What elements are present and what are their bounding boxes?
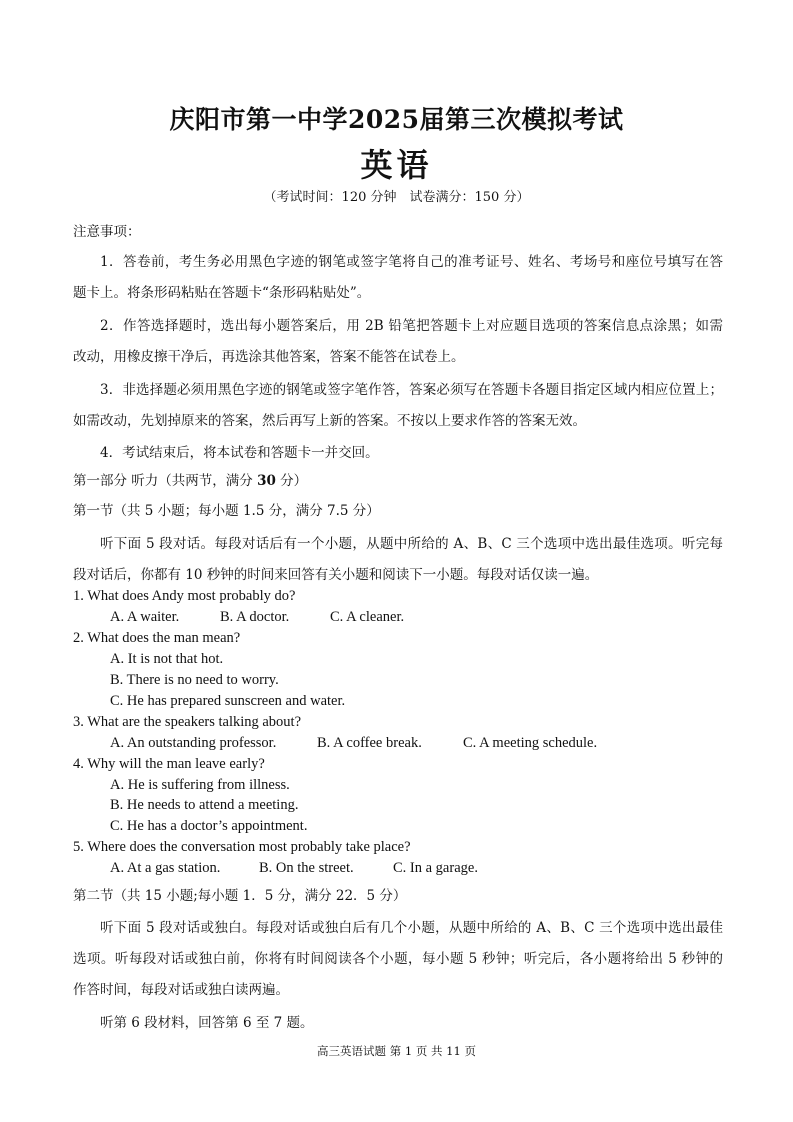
question-1-options — [110, 609, 404, 626]
question-4-option-c: C. He has a doctor’s appointment. — [110, 818, 308, 834]
question-2-option-c: C. He has prepared sunscreen and water. — [110, 693, 346, 709]
option-a: A. An outstanding professor. — [110, 735, 277, 751]
question-2-option-b: B. There is no need to worry. — [110, 672, 279, 688]
notice-item-2-line1: 2．作答选择题时，选出每小题答案后，用 2B 铅笔把答题卡上对应题目选项的答案信息点涂黑；如需 — [100, 318, 723, 334]
notice-item-1-line1: 1．答卷前，考生务必用黑色字迹的钢笔或签字笔将自己的准考证号、姓名、考场号和座位号填写在答 — [100, 254, 723, 270]
option-c: C. In a garage. — [393, 860, 478, 876]
question-3: 3. What are the speakers talking about? — [73, 714, 302, 730]
section2-instruction-line3: 作答时间，每段对话或独白读两遍。 — [73, 982, 289, 998]
section2-instruction-line2: 选项。听每段对话或独白前，你将有时间阅读各个小题，每小题 5 秒钟；听完后，各小题将给出 5 秒钟的 — [73, 951, 723, 967]
section1-instruction-line1: 听下面 5 段对话。每段对话后有一个小题，从题中所给的 A、B、C 三个选项中选出最佳选项。听完每 — [100, 536, 723, 552]
material-note: 听第 6 段材料，回答第 6 至 7 题。 — [100, 1015, 314, 1031]
question-2: 2. What does the man mean? — [73, 630, 241, 646]
question-1: 1. What does Andy most probably do? — [73, 588, 296, 604]
part1-heading: 第一部分 听力（共两节，满分 30 分） — [73, 473, 308, 489]
page-total: 11 — [446, 1044, 461, 1058]
subject-title: 英语 — [360, 146, 433, 184]
notice-item-3-line1: 3．非选择题必须用黑色字迹的钢笔或签字笔作答，答案必须写在答题卡各题目指定区域内相应位置上； — [100, 382, 723, 398]
question-4-option-b: B. He needs to attend a meeting. — [110, 797, 299, 813]
notice-item-2-line2: 改动，用橡皮擦干净后，再选涂其他答案，答案不能答在试卷上。 — [73, 349, 465, 365]
question-5: 5. Where does the conversation most probably take place? — [73, 839, 411, 855]
section2-instruction-line1: 听下面 5 段对话或独白。每段对话或独白后有几个小题，从题中所给的 A、B、C 三个选项中选出最佳 — [100, 920, 723, 936]
option-b: B. A coffee break. — [317, 735, 422, 751]
question-4: 4. Why will the man leave early? — [73, 756, 265, 772]
part1-score: 30 — [257, 473, 276, 489]
section1-instruction-line2: 段对话后，你都有 10 秒钟的时间来回答有关小题和阅读下一小题。每段对话仅读一遍。 — [73, 567, 599, 583]
option-b: B. On the street. — [259, 860, 354, 876]
page-footer: 高三英语试题 第 1 页 共 11 页 — [317, 1044, 476, 1058]
exam-title: 庆阳市第一中学2025届第三次模拟考试 — [169, 105, 624, 134]
notice-item-1-line2: 题卡上。将条形码粘贴在答题卡“条形码粘贴处”。 — [73, 285, 371, 301]
option-a: A. At a gas station. — [110, 860, 221, 876]
notice-item-4: 4．考试结束后，将本试卷和答题卡一并交回。 — [100, 445, 379, 461]
question-2-option-a: A. It is not that hot. — [110, 651, 224, 667]
exam-info: （考试时间：120 分钟 试卷满分：150 分） — [263, 190, 530, 205]
option-c: C. A meeting schedule. — [463, 735, 598, 751]
section2-heading: 第二节（共 15 小题;每小题 1．5 分，满分 22．5 分） — [73, 888, 407, 904]
option-a: A. A waiter. — [110, 609, 180, 625]
option-c: C. A cleaner. — [330, 609, 405, 625]
question-3-options — [110, 735, 597, 752]
option-b: B. A doctor. — [220, 609, 290, 625]
question-4-option-a: A. He is suffering from illness. — [110, 777, 290, 793]
notice-item-3-line2: 如需改动，先划掉原来的答案，然后再写上新的答案。不按以上要求作答的答案无效。 — [73, 413, 586, 429]
notice-heading: 注意事项： — [73, 224, 141, 240]
page-number: 1 — [404, 1044, 413, 1058]
section1-heading: 第一节（共 5 小题；每小题 1.5 分，满分 7.5 分） — [73, 503, 380, 519]
question-5-options — [110, 860, 478, 877]
